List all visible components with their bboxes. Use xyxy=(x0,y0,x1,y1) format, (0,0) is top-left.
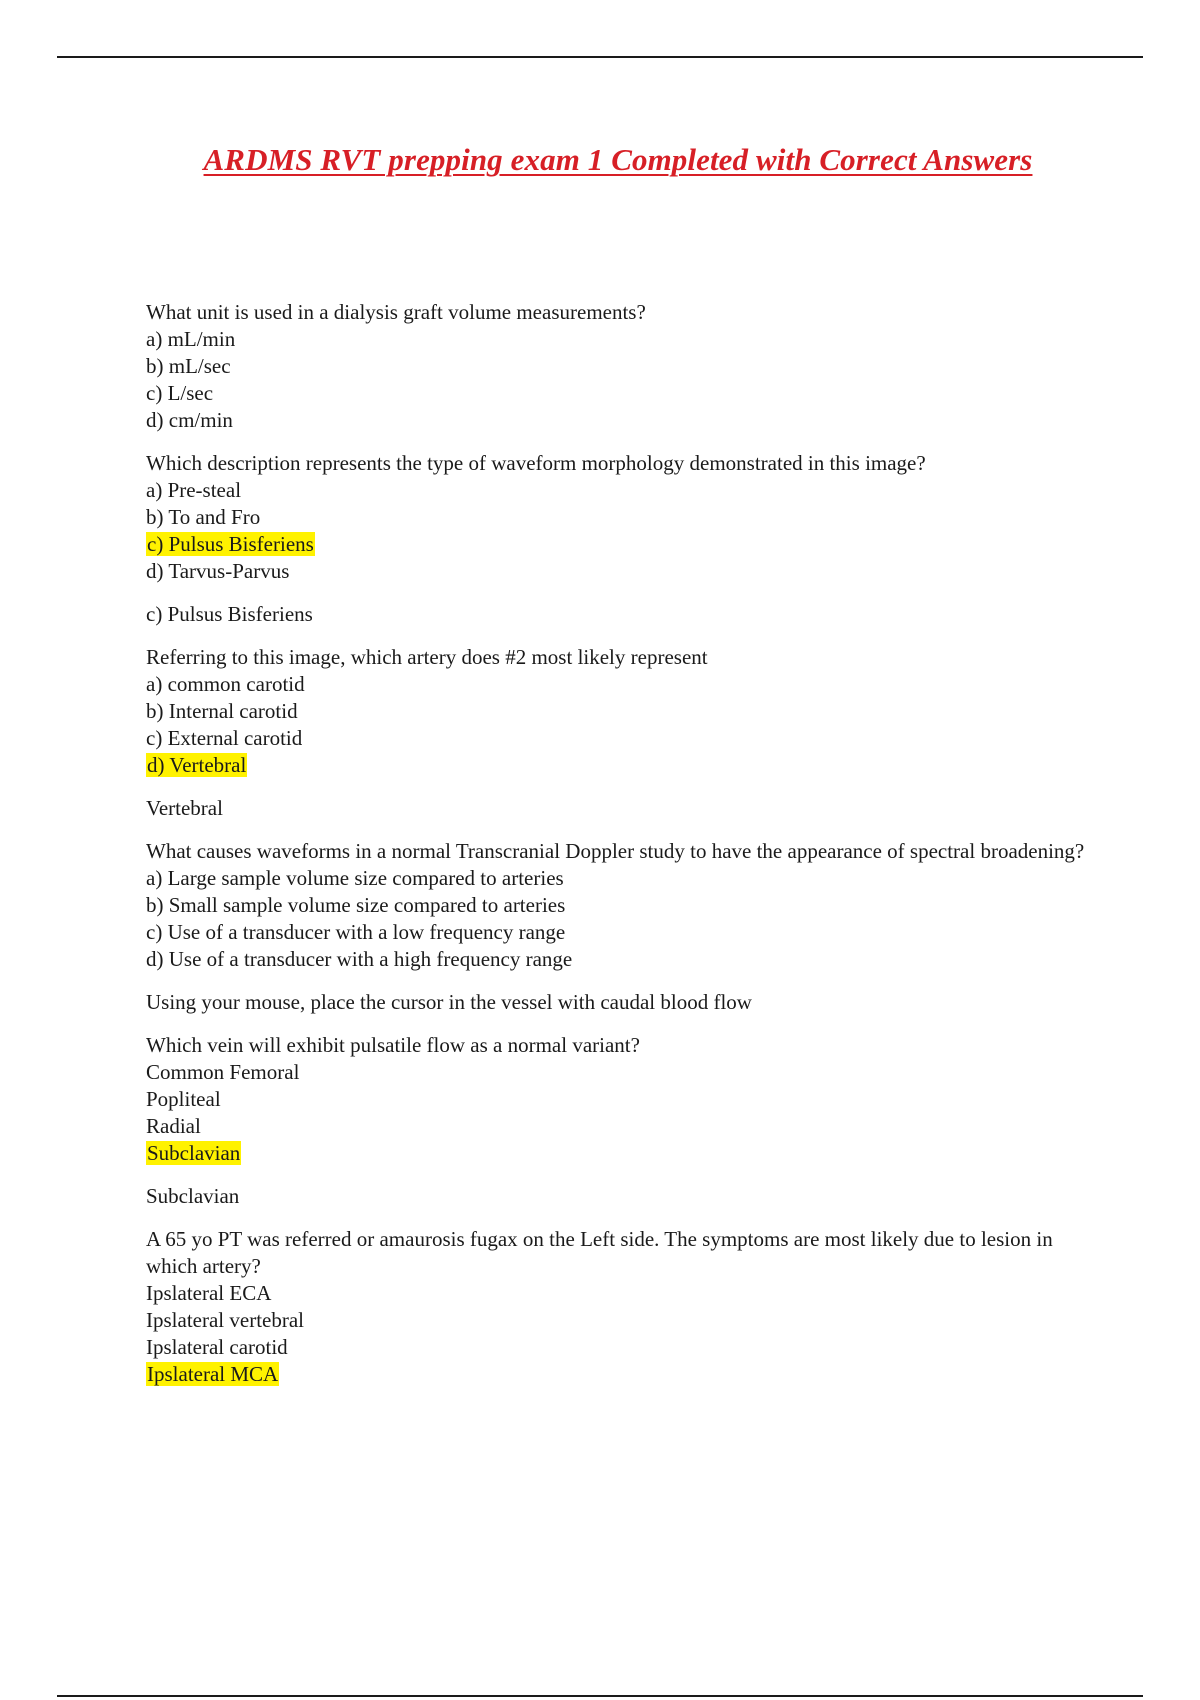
answer-option: a) Large sample volume size compared to arteries xyxy=(146,866,564,890)
question-text: Which description represents the type of waveform morphology demonstrated in this image? xyxy=(146,451,926,475)
answer-option: b) Small sample volume size compared to arteries xyxy=(146,893,566,917)
question-block-5 xyxy=(146,989,1096,1016)
question-block-1 xyxy=(146,299,1096,434)
answer-option: b) mL/sec xyxy=(146,354,231,378)
answer-option: Common Femoral xyxy=(146,1060,300,1084)
highlighted-answer: Ipslateral MCA xyxy=(147,1362,279,1386)
question-text: Using your mouse, place the cursor in the vessel with caudal blood flow xyxy=(146,990,752,1014)
answer-option: a) common carotid xyxy=(146,672,305,696)
answer-option: d) Use of a transducer with a high frequency range xyxy=(146,947,573,971)
question-block-4 xyxy=(146,838,1096,973)
highlighted-answer: Subclavian xyxy=(147,1141,241,1165)
answer-option: d) Tarvus-Parvus xyxy=(146,559,290,583)
answer-option: a) Pre-steal xyxy=(146,478,242,502)
answer-block-2 xyxy=(146,601,1096,628)
answer-option: b) To and Fro xyxy=(146,505,261,529)
question-block-6 xyxy=(146,1032,1096,1167)
answer-option: Ipslateral vertebral xyxy=(146,1308,304,1332)
question-text: Referring to this image, which artery does #2 most likely represent xyxy=(146,645,708,669)
answer-option: b) Internal carotid xyxy=(146,699,298,723)
answer-option: Popliteal xyxy=(146,1087,221,1111)
question-text: What causes waveforms in a normal Transcranial Doppler study to have the appearance of spectral broadening? xyxy=(146,839,1085,863)
document-title: ARDMS RVT prepping exam 1 Completed with Correct Answers xyxy=(203,142,1033,177)
question-text: Which vein will exhibit pulsatile flow as a normal variant? xyxy=(146,1033,640,1057)
question-block-3 xyxy=(146,644,1096,779)
answer-option: Radial xyxy=(146,1114,201,1138)
answer-option: a) mL/min xyxy=(146,327,236,351)
answer-option: Ipslateral ECA xyxy=(146,1281,272,1305)
document-body xyxy=(146,299,1096,1404)
correct-answer-text: Subclavian xyxy=(146,1184,240,1208)
answer-option: d) cm/min xyxy=(146,408,233,432)
bottom-rule xyxy=(57,1695,1143,1697)
answer-option-highlighted xyxy=(146,1140,1096,1167)
highlighted-answer: c) Pulsus Bisferiens xyxy=(147,532,314,556)
answer-option-highlighted xyxy=(146,531,1096,558)
answer-block-6 xyxy=(146,1183,1096,1210)
correct-answer-text: Vertebral xyxy=(146,796,223,820)
answer-option: Ipslateral carotid xyxy=(146,1335,288,1359)
question-text: What unit is used in a dialysis graft volume measurements? xyxy=(146,300,646,324)
answer-option-highlighted xyxy=(146,1361,1096,1388)
question-block-7 xyxy=(146,1226,1096,1388)
answer-option-highlighted xyxy=(146,752,1096,779)
top-rule xyxy=(57,56,1143,58)
question-text: A 65 yo PT was referred or amaurosis fugax on the Left side. The symptoms are most likely due to lesion in which artery? xyxy=(146,1227,1053,1278)
answer-option: c) L/sec xyxy=(146,381,214,405)
correct-answer-text: c) Pulsus Bisferiens xyxy=(146,602,313,626)
answer-block-3 xyxy=(146,795,1096,822)
answer-option: c) External carotid xyxy=(146,726,303,750)
question-block-2 xyxy=(146,450,1096,585)
highlighted-answer: d) Vertebral xyxy=(147,753,247,777)
answer-option: c) Use of a transducer with a low frequency range xyxy=(146,920,566,944)
